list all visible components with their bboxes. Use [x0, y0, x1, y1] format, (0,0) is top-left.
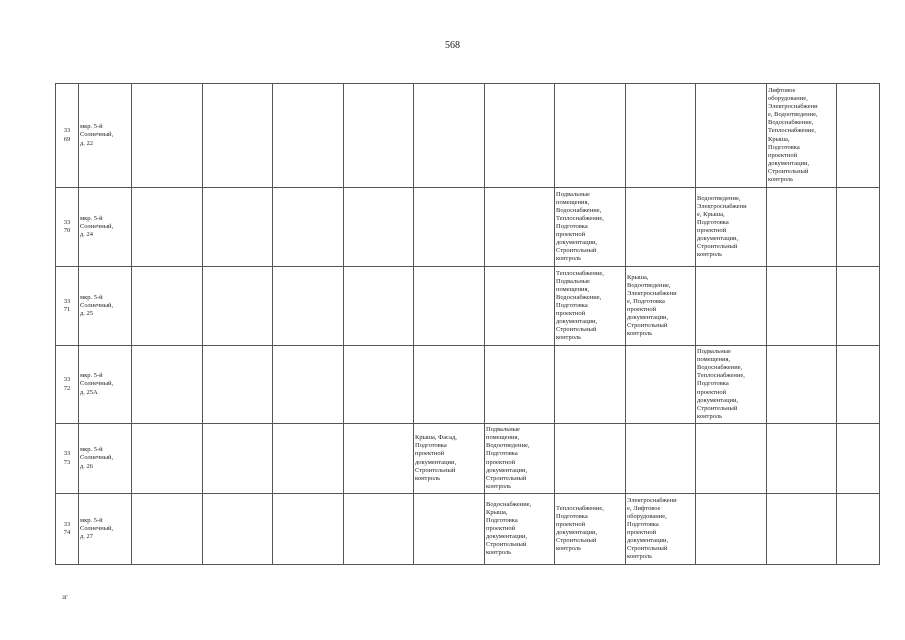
- work-cell: [203, 346, 273, 424]
- row-number-cell: [56, 267, 79, 346]
- work-cell: [555, 188, 626, 267]
- work-cell: [767, 494, 837, 565]
- address-text: мкр. 5-й Солнечный, д. 25: [80, 293, 114, 318]
- work-cell: [414, 84, 485, 188]
- work-cell: [555, 267, 626, 346]
- footer-mark: зг: [62, 593, 68, 601]
- work-cell: [273, 494, 344, 565]
- work-cell: [273, 267, 344, 346]
- address-cell: [79, 346, 132, 424]
- work-cell: [696, 346, 767, 424]
- work-cell: [414, 494, 485, 565]
- row-number: 33 72: [63, 376, 71, 392]
- work-cell: [696, 424, 767, 494]
- schedule-table-body: [56, 84, 880, 565]
- row-number-cell: [56, 188, 79, 267]
- address-text: мкр. 5-й Солнечный, д. 27: [80, 516, 114, 541]
- work-cell: [485, 346, 555, 424]
- work-cell: [203, 84, 273, 188]
- work-cell: [414, 424, 485, 494]
- address-text: мкр. 5-й Солнечный, д. 22: [80, 123, 114, 147]
- row-number-cell: [56, 84, 79, 188]
- work-cell: [555, 346, 626, 424]
- address-cell: [79, 494, 132, 565]
- work-list-text: Лифтовое оборудование, Электроснабжени е, Водоотведение, Водоснабжение, Теплоснабжение, Крыша, Подготовка проектной документации, Строительный контроль: [768, 86, 818, 183]
- work-cell: [273, 188, 344, 267]
- work-cell: [344, 424, 414, 494]
- work-cell: [414, 188, 485, 267]
- work-cell: [696, 267, 767, 346]
- work-cell: [767, 267, 837, 346]
- work-cell: [837, 346, 880, 424]
- work-cell: [132, 494, 203, 565]
- work-cell: [767, 346, 837, 424]
- table-row: [56, 267, 880, 346]
- work-cell: [626, 84, 696, 188]
- row-number-cell: [56, 424, 79, 494]
- work-cell: [132, 267, 203, 346]
- work-cell: [344, 494, 414, 565]
- work-cell: [203, 188, 273, 267]
- address-cell: [79, 84, 132, 188]
- work-cell: [626, 494, 696, 565]
- work-list-text: Водоснабжение, Крыша, Подготовка проектной документации, Строительный контроль: [486, 500, 532, 557]
- work-cell: [837, 424, 880, 494]
- row-number: 33 71: [63, 297, 71, 313]
- work-list-text: Теплоснабжение, Подвальные помещения, Водоснабжение, Подготовка проектной документации, Строительный контроль: [556, 269, 604, 342]
- address-cell: [79, 267, 132, 346]
- address-cell: [79, 188, 132, 267]
- row-number: 33 74: [63, 520, 71, 536]
- address-text: мкр. 5-й Солнечный, д. 25А: [80, 372, 114, 396]
- work-cell: [837, 188, 880, 267]
- table-row: [56, 84, 880, 188]
- work-cell: [132, 424, 203, 494]
- work-cell: [414, 346, 485, 424]
- work-cell: [203, 494, 273, 565]
- row-number: 33 70: [63, 218, 71, 234]
- work-cell: [344, 84, 414, 188]
- work-cell: [485, 424, 555, 494]
- row-number: 33 69: [63, 127, 71, 143]
- work-cell: [555, 494, 626, 565]
- work-cell: [767, 188, 837, 267]
- work-list-text: Крыша, Фасад, Подготовка проектной документации, Строительный контроль: [415, 434, 457, 482]
- table-row: [56, 424, 880, 494]
- work-cell: [344, 346, 414, 424]
- work-list-text: Теплоснабжение, Подготовка проектной документации, Строительный контроль: [556, 504, 604, 553]
- row-number-cell: [56, 346, 79, 424]
- row-number-cell: [56, 494, 79, 565]
- table-row: [56, 188, 880, 267]
- work-list-text: Подвальные помещения, Водоснабжение, Теплоснабжение, Подготовка проектной документации, Строительный контроль: [697, 348, 745, 420]
- work-cell: [767, 84, 837, 188]
- work-cell: [837, 84, 880, 188]
- work-cell: [696, 494, 767, 565]
- work-cell: [555, 424, 626, 494]
- work-cell: [414, 267, 485, 346]
- work-cell: [132, 188, 203, 267]
- page-number: 568: [445, 40, 460, 51]
- work-cell: [132, 346, 203, 424]
- work-cell: [203, 267, 273, 346]
- work-list-text: Водоотведение, Электроснабжени е, Крыша, Подготовка проектной документации, Строительный контроль: [697, 194, 747, 259]
- work-cell: [837, 267, 880, 346]
- row-number: 33 73: [63, 450, 71, 466]
- work-cell: [767, 424, 837, 494]
- work-cell: [485, 494, 555, 565]
- schedule-table: [55, 83, 880, 565]
- work-cell: [203, 424, 273, 494]
- work-cell: [273, 424, 344, 494]
- work-cell: [837, 494, 880, 565]
- work-cell: [132, 84, 203, 188]
- table-row: [56, 494, 880, 565]
- work-cell: [555, 84, 626, 188]
- work-cell: [626, 188, 696, 267]
- work-cell: [344, 267, 414, 346]
- work-list-text: Электроснабжени е, Лифтовое оборудование, Подготовка проектной документации, Строительный контроль: [627, 496, 677, 561]
- work-cell: [626, 346, 696, 424]
- work-list-text: Подвальные помещения, Водоснабжение, Теплоснабжение, Подготовка проектной документации, Строительный контроль: [556, 190, 604, 263]
- work-cell: [485, 188, 555, 267]
- work-cell: [485, 84, 555, 188]
- work-list-text: Крыша, Водоотведение, Электроснабжени е, Подготовка проектной документации, Строительный контроль: [627, 273, 677, 338]
- work-list-text: Подвальные помещения, Водоотведение, Подготовка проектной документации, Строительный контроль: [486, 426, 530, 490]
- address-text: мкр. 5-й Солнечный, д. 24: [80, 214, 114, 239]
- work-cell: [344, 188, 414, 267]
- work-cell: [485, 267, 555, 346]
- address-cell: [79, 424, 132, 494]
- work-cell: [696, 188, 767, 267]
- address-text: мкр. 5-й Солнечный, д. 26: [80, 446, 114, 470]
- table-row: [56, 346, 880, 424]
- work-cell: [696, 84, 767, 188]
- work-cell: [273, 346, 344, 424]
- work-cell: [626, 424, 696, 494]
- work-cell: [626, 267, 696, 346]
- work-cell: [273, 84, 344, 188]
